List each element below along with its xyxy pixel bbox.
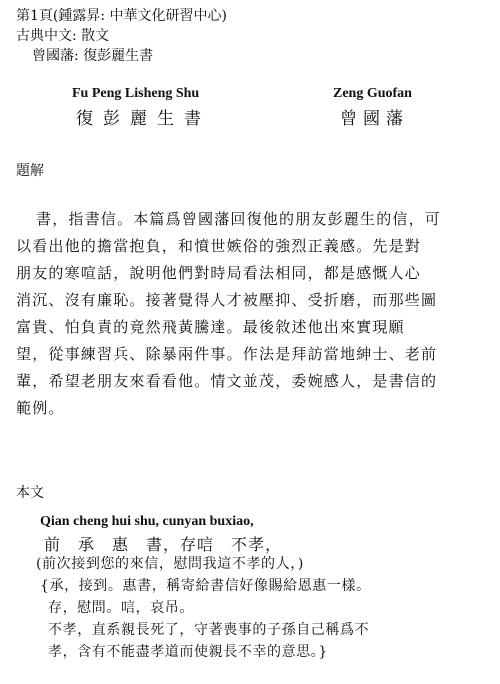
explanation-line: 範例。: [16, 399, 65, 417]
text-translation: (前次接到您的來信，慰問我這不孝的人，): [36, 556, 304, 572]
explanation-line: 望，從事練習兵、除暴兩件事。作法是拜訪當地紳士、老前: [16, 345, 438, 363]
text-heading: 本文: [16, 485, 44, 501]
explanation-line: 輩，希望老朋友來看看他。情文並茂，委婉感人，是書信的: [16, 372, 438, 390]
header-title-line: 曾國藩: 復彭麗生書: [32, 48, 154, 64]
note-line: {承，接到。惠書，稱寄給書信好像賜給恩惠一樣。: [40, 578, 371, 594]
explanation-line: 富貴、怕負責的竟然飛黃騰達。最後敘述他出來實現願: [16, 318, 405, 336]
explanation-line: 消沉、沒有廉恥。接著覺得人才被壓抑、受折磨，而那些圖: [16, 291, 438, 309]
note-line: 不孝，直系親長死了，守著喪事的子孫自己稱爲不: [48, 622, 370, 638]
explanation-line: 書，指書信。本篇爲曾國藩回復他的朋友彭麗生的信，可: [36, 210, 442, 228]
explanation-line: 朋友的寒喧話，說明他們對時局看法相同，都是感慨人心: [16, 264, 422, 282]
explanation-heading: 題解: [16, 163, 44, 179]
header-source-line: 第1頁(鍾露昇: 中華文化研習中心): [16, 8, 227, 24]
text-hanzi: 前 承 惠 書，存唁 不孝，: [44, 535, 283, 554]
title-hanzi: 復彭麗生書: [76, 109, 211, 129]
author-hanzi: 曾國藩: [340, 109, 409, 129]
text-pinyin: Qian cheng hui shu, cunyan buxiao,: [40, 514, 254, 529]
header-genre-line: 古典中文: 散文: [16, 28, 110, 44]
author-pinyin: Zeng Guofan: [333, 86, 412, 101]
note-line: 存，慰問。唁，哀吊。: [48, 600, 194, 616]
note-line: 孝，含有不能盡孝道而使親長不幸的意思。}: [48, 644, 328, 660]
title-pinyin: Fu Peng Lisheng Shu: [72, 86, 200, 101]
explanation-line: 以看出他的擔當抱負，和憤世嫉俗的強烈正義感。先是對: [16, 237, 422, 255]
